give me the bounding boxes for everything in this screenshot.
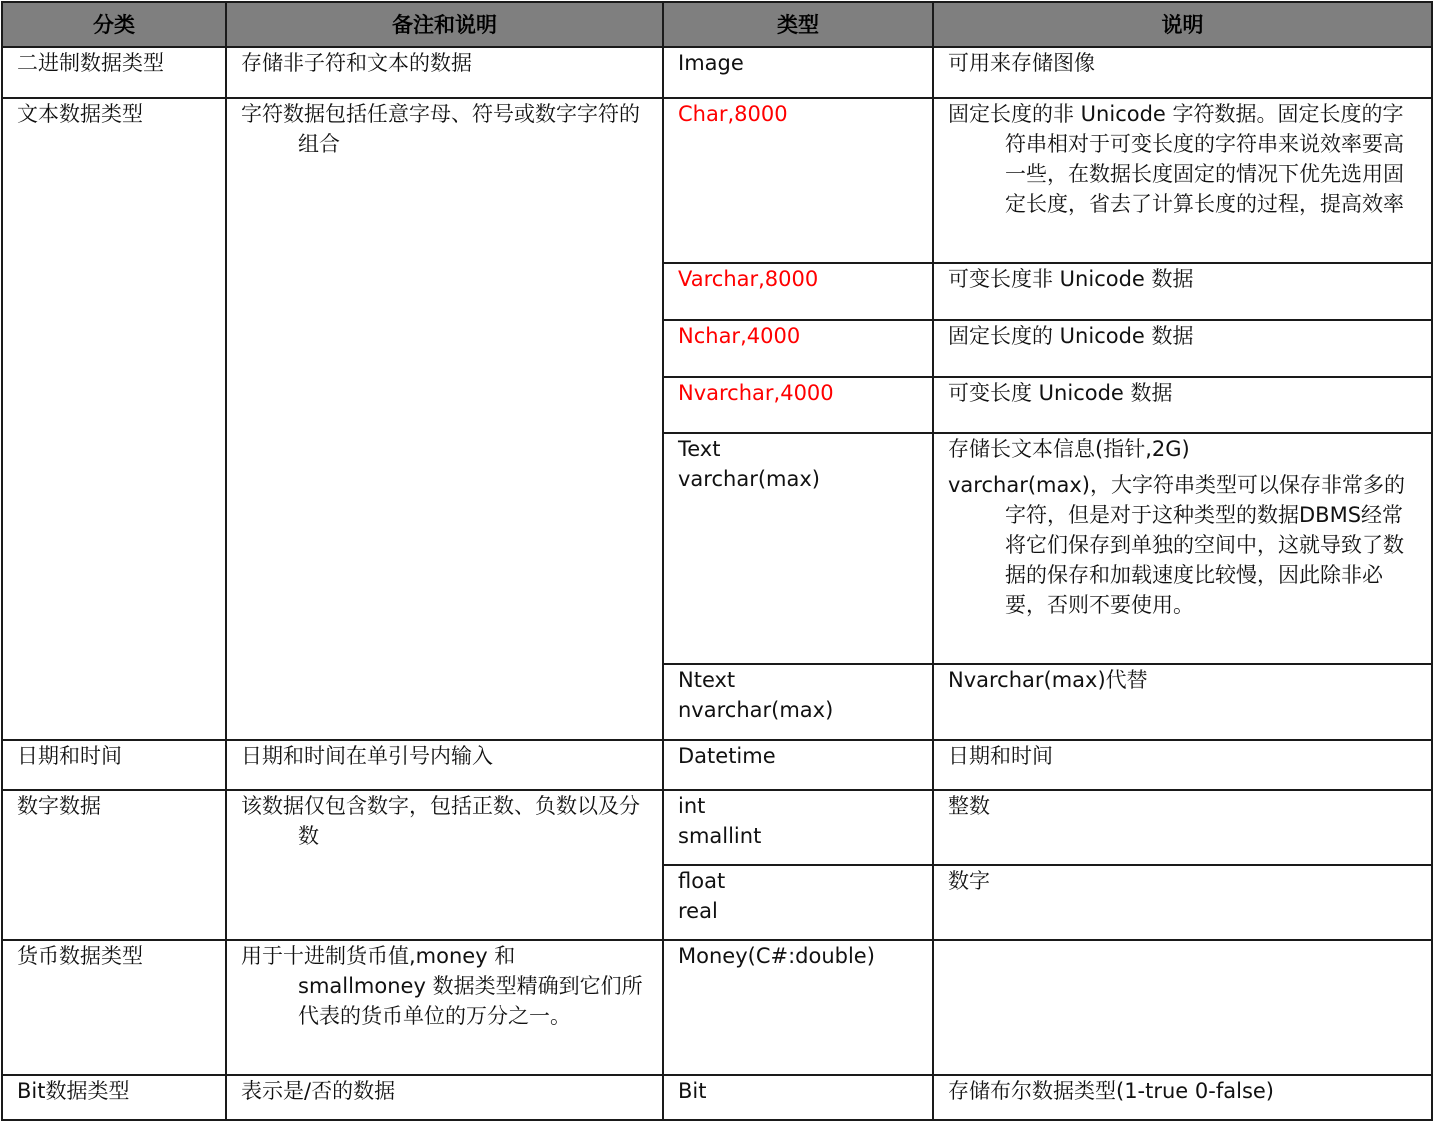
- table-row: [2, 98, 1432, 263]
- type-cell: [663, 263, 933, 320]
- type-real: real: [678, 899, 718, 923]
- table-row: [2, 740, 1432, 790]
- type-text-varchar-max: varchar(max): [678, 467, 820, 491]
- type-bit: Bit: [678, 1079, 707, 1103]
- type-money: Money(C#:double): [678, 944, 875, 968]
- desc-image: 可用来存储图像: [948, 51, 1095, 75]
- note-text: 字符数据包括任意字母、符号或数字字符的组合: [241, 102, 640, 156]
- desc-cell: [933, 790, 1432, 865]
- desc-int: 整数: [948, 794, 990, 818]
- note-cell: [226, 1075, 663, 1120]
- desc-nvarchar: 可变长度 Unicode 数据: [948, 381, 1173, 405]
- type-ntext-nvarchar-max: nvarchar(max): [678, 698, 834, 722]
- desc-bit: 存储布尔数据类型(1-true 0-false): [948, 1079, 1274, 1103]
- category-datetime: 日期和时间: [17, 744, 122, 768]
- type-cell: [663, 790, 933, 865]
- category-cell: [2, 940, 226, 1075]
- type-ntext: Ntext: [678, 668, 736, 692]
- desc-varchar: 可变长度非 Unicode 数据: [948, 267, 1194, 291]
- type-char: Char,8000: [678, 102, 788, 126]
- data-types-table: [1, 1, 1433, 1121]
- desc-nchar: 固定长度的 Unicode 数据: [948, 324, 1194, 348]
- note-cell: [226, 47, 663, 98]
- note-cell: [226, 98, 663, 740]
- note-money: 用于十进制货币值,money 和 smallmoney 数据类型精确到它们所代表的货币单位的万分之一。: [241, 944, 643, 1028]
- header-category: 分类: [2, 2, 226, 47]
- note-numeric: 该数据仅包含数字，包括正数、负数以及分数: [241, 794, 640, 848]
- desc-datetime: 日期和时间: [948, 744, 1053, 768]
- desc-ntext: Nvarchar(max)代替: [948, 668, 1148, 692]
- type-int: int: [678, 794, 706, 818]
- desc-cell: [933, 263, 1432, 320]
- header-row: [2, 2, 1432, 47]
- header-notes: 备注和说明: [226, 2, 663, 47]
- type-cell: [663, 433, 933, 664]
- desc-cell: [933, 433, 1432, 664]
- type-cell: [663, 1075, 933, 1120]
- desc-cell: [933, 1075, 1432, 1120]
- type-cell: [663, 377, 933, 433]
- desc-text-storage: 存储长文本信息(指针,2G): [948, 437, 1190, 461]
- category-cell: [2, 740, 226, 790]
- type-cell: [663, 740, 933, 790]
- category-money: 货币数据类型: [17, 944, 143, 968]
- category-binary: 二进制数据类型: [17, 51, 164, 75]
- type-cell: [663, 320, 933, 377]
- category-cell: [2, 790, 226, 940]
- header-type: 类型: [663, 2, 933, 47]
- category-text: 文本数据类型: [17, 102, 143, 126]
- category-numeric: 数字数据: [17, 794, 101, 818]
- desc-cell: [933, 940, 1432, 1075]
- note-datetime: 日期和时间在单引号内输入: [241, 744, 493, 768]
- category-cell: [2, 1075, 226, 1120]
- type-nvarchar: Nvarchar,4000: [678, 381, 834, 405]
- type-cell: [663, 47, 933, 98]
- note-cell: [226, 940, 663, 1075]
- category-cell: [2, 98, 226, 740]
- desc-cell: [933, 47, 1432, 98]
- category-bit: Bit数据类型: [17, 1079, 130, 1103]
- type-cell: [663, 98, 933, 263]
- type-image: Image: [678, 51, 744, 75]
- type-nchar: Nchar,4000: [678, 324, 801, 348]
- desc-cell: [933, 865, 1432, 940]
- header-description: 说明: [933, 2, 1432, 47]
- desc-char: 固定长度的非 Unicode 字符数据。固定长度的字符串相对于可变长度的字符串来说效率要高一些，在数据长度固定的情况下优先选用固定长度，省去了计算长度的过程，提高效率: [948, 102, 1404, 216]
- category-cell: [2, 47, 226, 98]
- desc-cell: [933, 377, 1432, 433]
- desc-cell: [933, 664, 1432, 740]
- type-smallint: smallint: [678, 824, 762, 848]
- note-cell: [226, 790, 663, 940]
- desc-float: 数字: [948, 869, 990, 893]
- type-text: Text: [678, 437, 721, 461]
- desc-text-varchar-max: varchar(max)，大字符串类型可以保存非常多的字符，但是对于这种类型的数据DBMS经常将它们保存到单独的空间中，这就导致了数据的保存和加载速度比较慢，因此除非必要，否则不要使用。: [948, 473, 1405, 617]
- type-cell: [663, 865, 933, 940]
- table-row: [2, 1075, 1432, 1120]
- desc-cell: [933, 740, 1432, 790]
- type-cell: [663, 940, 933, 1075]
- table-row: [2, 47, 1432, 98]
- table-row: [2, 790, 1432, 865]
- note-cell: [226, 740, 663, 790]
- desc-cell: [933, 98, 1432, 263]
- type-datetime: Datetime: [678, 744, 776, 768]
- type-float: float: [678, 869, 726, 893]
- note-binary: 存储非子符和文本的数据: [241, 51, 472, 75]
- table-row: [2, 940, 1432, 1075]
- type-cell: [663, 664, 933, 740]
- type-varchar: Varchar,8000: [678, 267, 819, 291]
- note-bit: 表示是/否的数据: [241, 1079, 396, 1103]
- desc-cell: [933, 320, 1432, 377]
